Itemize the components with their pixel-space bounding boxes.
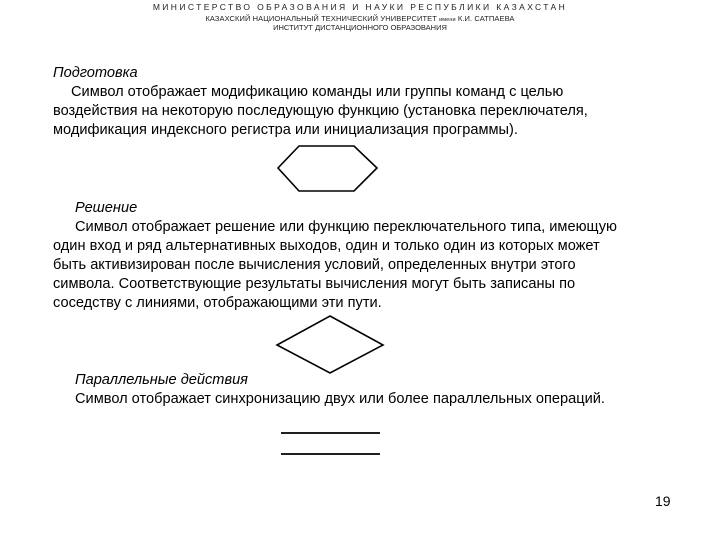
- preparation-line-1: Символ отображает модификацию команды или группы команд с целью: [71, 84, 564, 100]
- decision-line-2: один вход и ряд альтернативных выходов, один и только один из которых может: [53, 238, 600, 254]
- preparation-line-2: воздействия на некоторую последующую функцию (установка переключателя,: [53, 103, 588, 119]
- university-small: имени: [439, 17, 456, 23]
- university-header: [0, 14, 720, 23]
- decision-line-4: символа. Соответствующие результаты вычисления могут быть записаны по: [53, 276, 576, 292]
- preparation-line-3: модификация индексного регистра или инициализация программы).: [53, 122, 518, 138]
- university-name: К.И. САТПАЕВА: [457, 14, 515, 23]
- university-main: КАЗАХСКИЙ НАЦИОНАЛЬНЫЙ ТЕХНИЧЕСКИЙ УНИВЕРСИТЕТ: [205, 14, 437, 23]
- parallel-lines-symbol: [280, 428, 382, 458]
- hexagon-preparation-symbol: [276, 144, 380, 194]
- ministry-header: МИНИСТЕРСТВО ОБРАЗОВАНИЯ И НАУКИ РЕСПУБЛИКИ КАЗАХСТАН: [152, 2, 568, 12]
- institute-header: ИНСТИТУТ ДИСТАНЦИОННОГО ОБРАЗОВАНИЯ: [273, 23, 447, 32]
- diamond-decision-symbol: [274, 314, 386, 376]
- page-number: 19: [655, 493, 671, 509]
- decision-line-1: Символ отображает решение или функцию переключательного типа, имеющую: [75, 219, 617, 235]
- preparation-title: Подготовка: [53, 65, 138, 81]
- parallel-line-1: Символ отображает синхронизацию двух или более параллельных операций.: [75, 391, 605, 407]
- decision-title: Решение: [75, 200, 138, 216]
- decision-line-5: соседству с линиями, отображающими эти пути.: [53, 295, 382, 311]
- decision-line-3: быть активизирован после вычисления условий, определенных внутри этого: [53, 257, 576, 273]
- parallel-title: Параллельные действия: [75, 372, 248, 388]
